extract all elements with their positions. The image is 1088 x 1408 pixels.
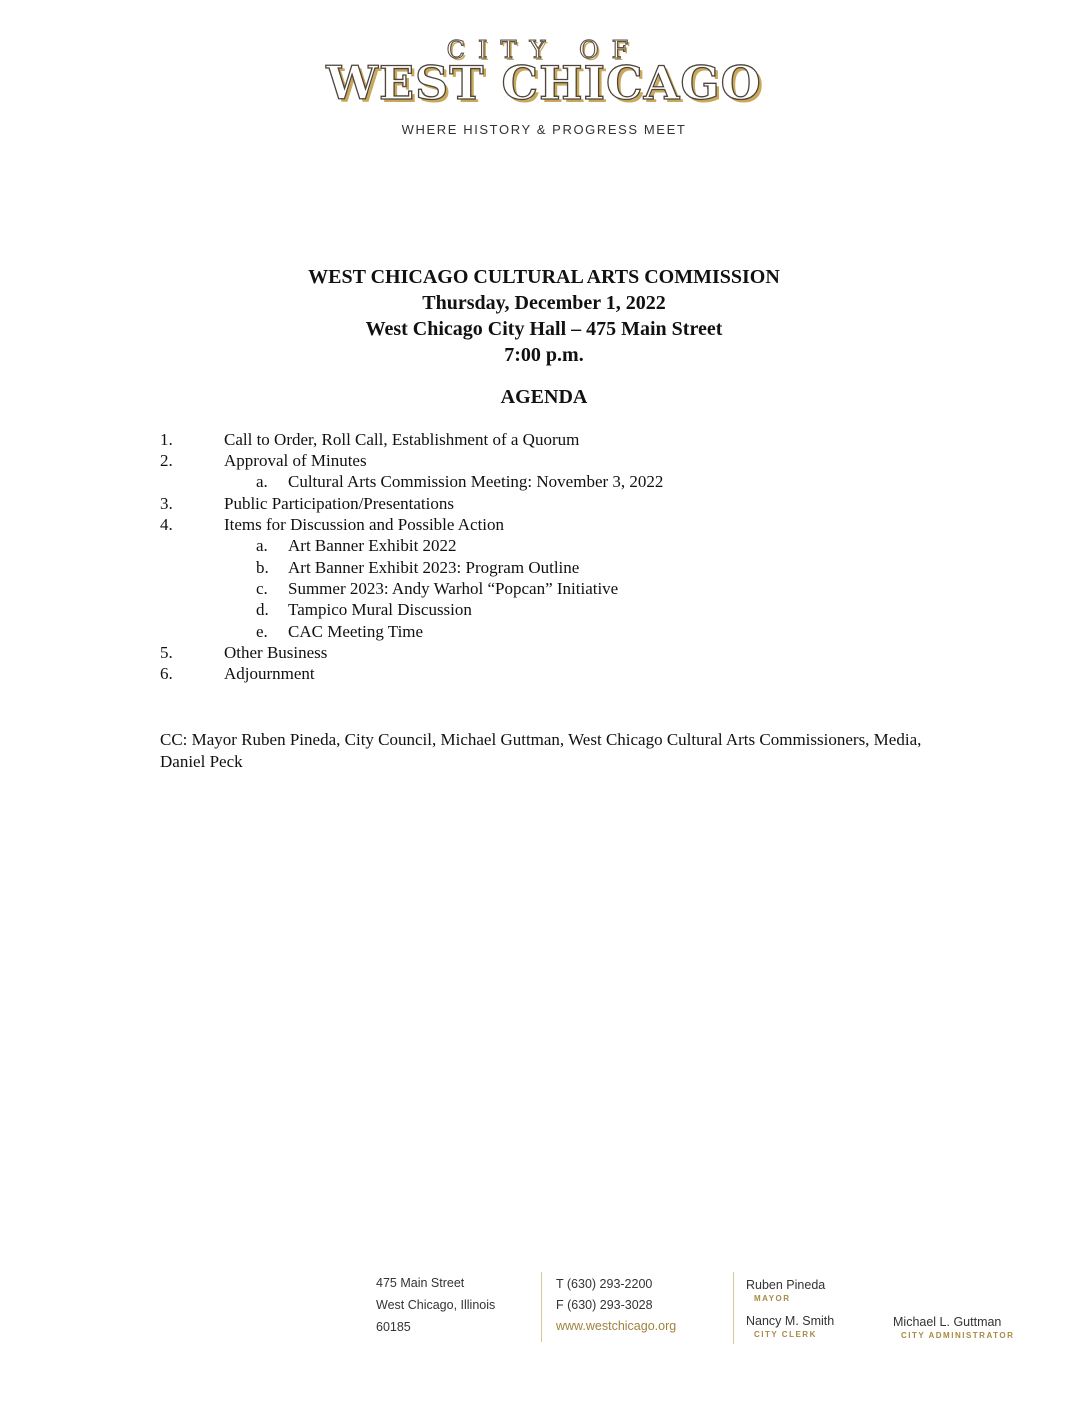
agenda-item-number: 4. [160, 515, 173, 534]
agenda-item-number: 6. [160, 664, 173, 683]
footer-website-link[interactable]: www.westchicago.org [556, 1319, 677, 1333]
agenda-subitem-text: Tampico Mural Discussion [288, 600, 472, 619]
logo-city-of: CITY OF [446, 36, 642, 64]
agenda-item-text: Other Business [224, 643, 328, 662]
agenda-subitem-letter: b. [256, 558, 269, 577]
footer-phone: T (630) 293-2200 [556, 1277, 653, 1291]
footer-divider [733, 1272, 734, 1344]
letterhead-tagline: WHERE HISTORY & PROGRESS MEET [401, 122, 687, 137]
agenda-subitem-letter: d. [256, 600, 269, 619]
agenda-subitem-text: Art Banner Exhibit 2022 [288, 536, 457, 555]
agenda-subitem-letter: a. [256, 472, 268, 491]
agenda-subitem-letter: a. [256, 536, 268, 555]
agenda-item-number: 1. [160, 430, 173, 449]
agenda-item-number: 3. [160, 494, 173, 513]
footer-administrator-name: Michael L. Guttman [893, 1315, 1002, 1329]
footer-address-zip: 60185 [376, 1320, 411, 1334]
agenda-subitem-text: Art Banner Exhibit 2023: Program Outline [288, 558, 580, 577]
agenda-item-text: Adjournment [224, 664, 315, 683]
meeting-date: Thursday, December 1, 2022 [422, 292, 666, 314]
meeting-location: West Chicago City Hall – 475 Main Street [365, 318, 723, 340]
agenda-item-text: Items for Discussion and Possible Action [224, 515, 505, 534]
footer-address-street: 475 Main Street [376, 1276, 465, 1290]
cc-recipients: CC: Mayor Ruben Pineda, City Council, Michael Guttman, West Chicago Cultural Arts Commissioners, Media, Daniel Peck [160, 730, 922, 771]
logo-city-name: WEST CHICAGO [326, 56, 762, 110]
agenda-subitem-text: Cultural Arts Commission Meeting: November 3, 2022 [288, 472, 664, 491]
agenda-item-number: 2. [160, 451, 173, 470]
footer-clerk-role: CITY CLERK [754, 1330, 817, 1339]
footer-divider [541, 1272, 542, 1342]
agenda-subitem-letter: e. [256, 622, 268, 641]
agenda-item-text: Approval of Minutes [224, 451, 367, 470]
footer-fax: F (630) 293-3028 [556, 1298, 653, 1312]
agenda-subitem-text: CAC Meeting Time [288, 622, 424, 641]
agenda-heading: AGENDA [500, 386, 588, 408]
footer-administrator-role: CITY ADMINISTRATOR [901, 1331, 1015, 1340]
agenda-item-text: Public Participation/Presentations [224, 494, 454, 513]
footer-address-city: West Chicago, Illinois [376, 1298, 496, 1312]
agenda-item-text: Call to Order, Roll Call, Establishment of a Quorum [224, 430, 580, 449]
footer-mayor-role: MAYOR [754, 1294, 791, 1303]
meeting-title: WEST CHICAGO CULTURAL ARTS COMMISSION [308, 266, 780, 288]
agenda-subitem-letter: c. [256, 579, 268, 598]
footer-clerk-name: Nancy M. Smith [746, 1314, 835, 1328]
footer-mayor-name: Ruben Pineda [746, 1278, 826, 1292]
agenda-subitem-text: Summer 2023: Andy Warhol “Popcan” Initiative [288, 579, 619, 598]
meeting-time: 7:00 p.m. [504, 344, 584, 366]
agenda-item-number: 5. [160, 643, 173, 662]
